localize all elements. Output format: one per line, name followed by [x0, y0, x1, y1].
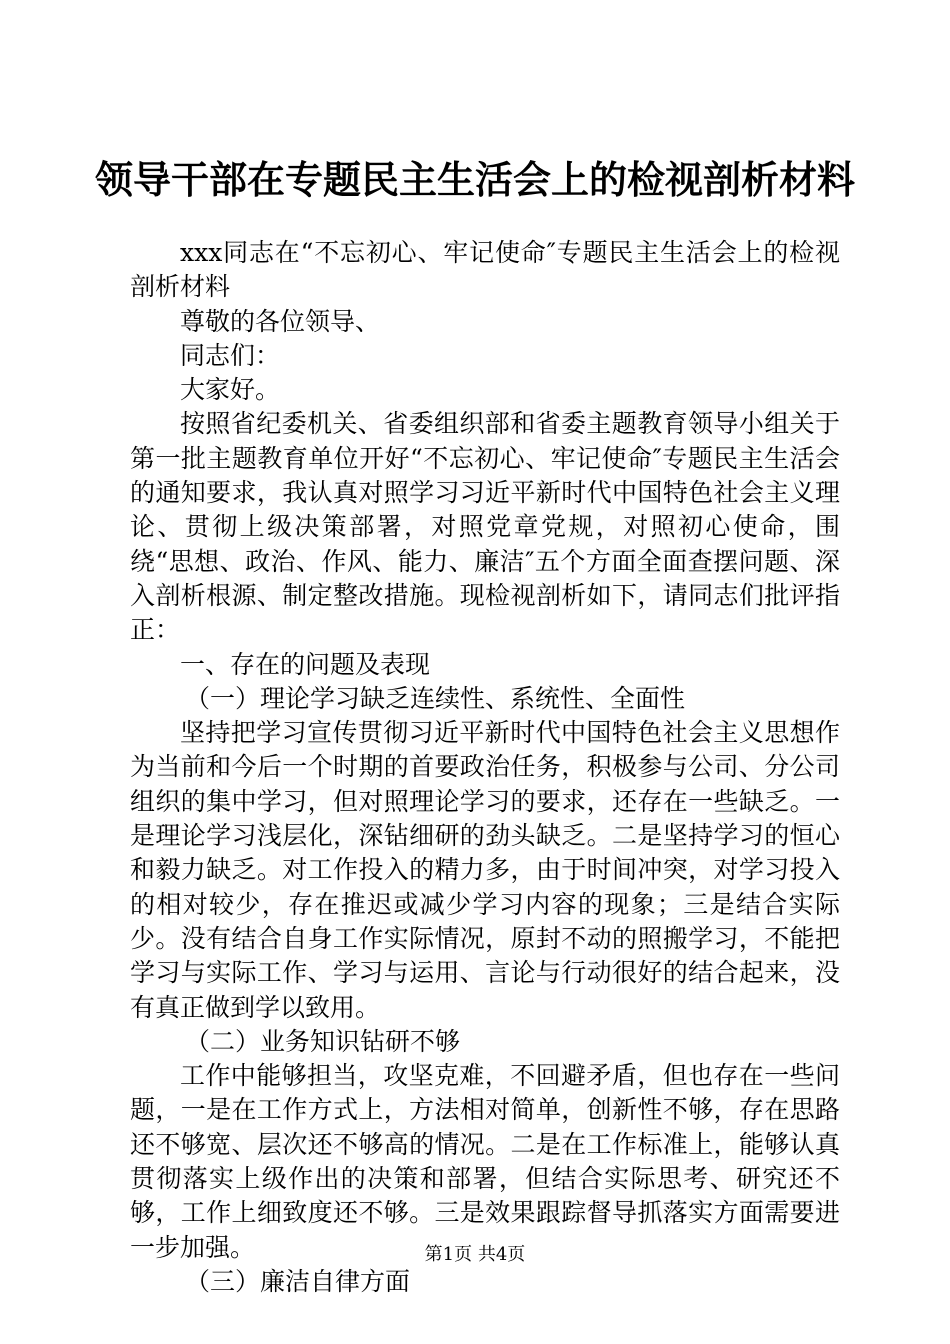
body-paragraph-1: 坚持把学习宣传贯彻习近平新时代中国特色社会主义思想作为当前和今后一个时期的首要政治任务，积极参与公司、分公司组织的集中学习，但对照理论学习的要求，还存在一些缺乏。一是理论学习浅层化，深钻细研的劲头缺乏。二是坚持学习的恒心和毅力缺乏。对工作投入的精力多，由于时间冲突，对学习投入的相对较少，存在推迟或减少学习内容的现象；三是结合实际少。没有结合自身工作实际情况，原封不动的照搬学习，不能把学习与实际工作、学习与运用、言论与行动很好的结合起来，没有真正做到学以致用。 [130, 718, 840, 1022]
document-body [130, 236, 840, 1299]
page-footer: 第1页 共4页 [424, 1244, 526, 1265]
subsection-heading-3: （三）廉洁自律方面 [185, 1266, 411, 1296]
salutation-line-2: 同志们： [180, 340, 281, 370]
subtitle-paragraph: xxx同志在“不忘初心、牢记使命″专题民主生活会上的检视剖析材料 [130, 238, 840, 302]
subsection-heading-2: （二）业务知识钻研不够 [185, 1026, 461, 1056]
intro-paragraph: 按照省纪委机关、省委组织部和省委主题教育领导小组关于第一批主题教育单位开好“不忘初心、牢记使命″专题民主生活会的通知要求，我认真对照学习习近平新时代中国特色社会主义理论、贯彻上级决策部署，对照党章党规，对照初心使命，围绕“思想、政治、作风、能力、廉洁″五个方面全面查摆问题、深入剖析根源、制定整改措施。现检视剖析如下，请同志们批评指正： [130, 409, 840, 645]
body-paragraph-2: 工作中能够担当，攻坚克难，不回避矛盾，但也存在一些问题，一是在工作方式上，方法相对简单，创新性不够，存在思路还不够宽、层次还不够高的情况。二是在工作标准上，能够认真贯彻落实上级作出的决策和部署，但结合实际思考、研究还不够，工作上细致度还不够。三是效果跟踪督导抓落实方面需要进一步加强。 [130, 1061, 840, 1262]
section-heading: 一、存在的问题及表现 [180, 649, 431, 679]
greeting-line: 大家好。 [180, 375, 281, 405]
salutation-line-1: 尊敬的各位领导、 [180, 306, 381, 336]
subsection-heading-1: （一）理论学习缺乏连续性、系统性、全面性 [185, 683, 686, 713]
document-title: 领导干部在专题民主生活会上的检视剖析材料 [94, 157, 855, 202]
